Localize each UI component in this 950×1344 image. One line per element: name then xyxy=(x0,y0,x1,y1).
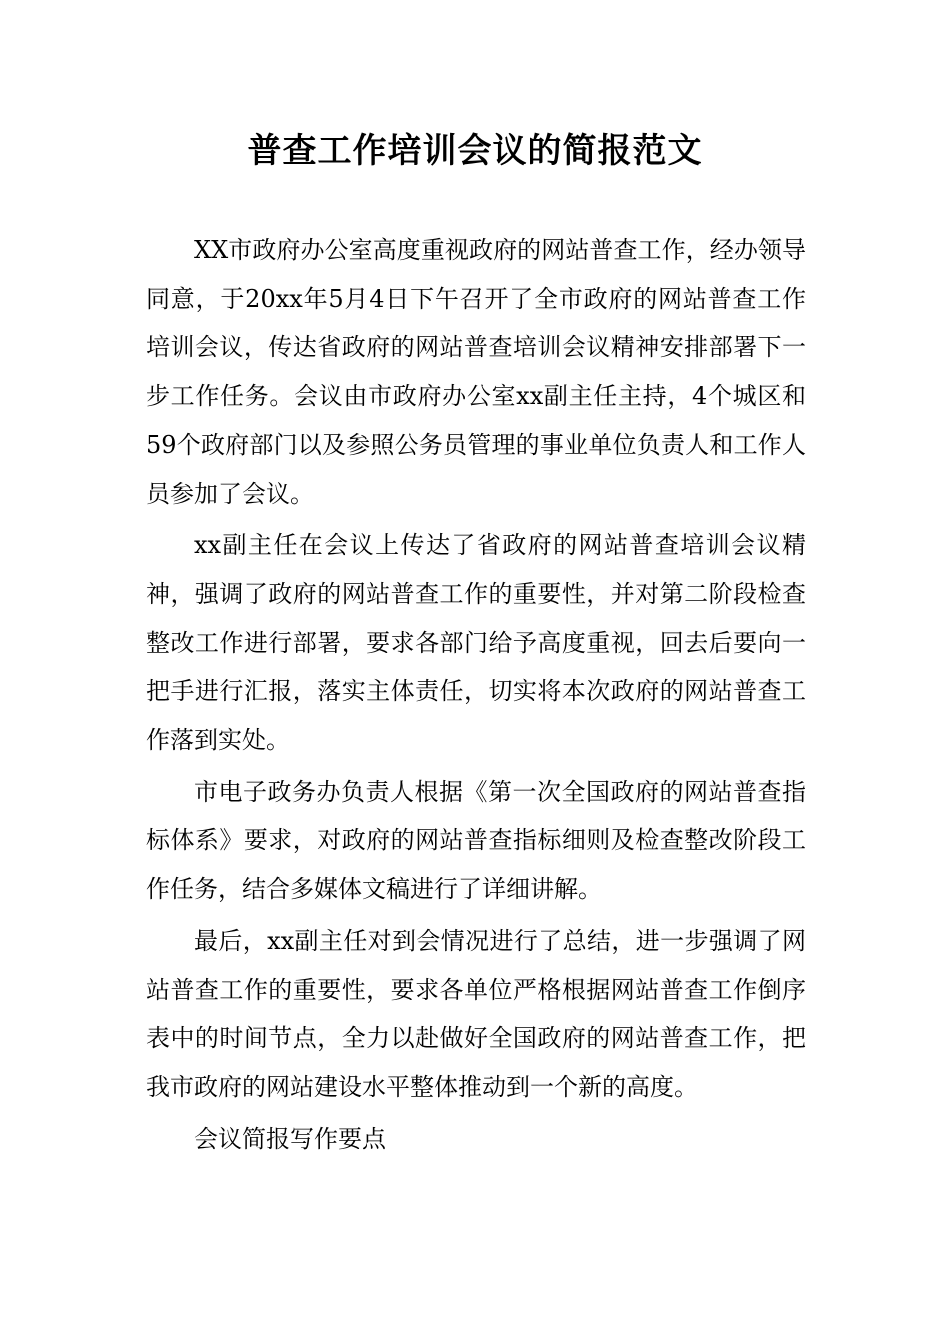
section-heading-writing-points: 会议简报写作要点 xyxy=(194,1124,386,1153)
paragraph-deputy-director-remarks: xx副主任在会议上传达了省政府的网站普查培训会议精神，强调了政府的网站普查工作的重要性，并对第二阶段检查整改工作进行部署，要求各部门给予高度重视，回去后要向一把手进行汇报，落实主体责任，切实将本次政府的网站普查工作落到实处。 xyxy=(146,531,806,755)
document-title: 普查工作培训会议的简报范文 xyxy=(247,131,703,171)
paragraph-meeting-overview: XX市政府办公室高度重视政府的网站普查工作，经办领导同意，于20xx年5月4日下午召开了全市政府的网站普查工作培训会议，传达省政府的网站普查培训会议精神安排部署下一步工作任务。会议由市政府办公室xx副主任主持，4个城区和59个政府部门以及参照公务员管理的事业单位负责人和工作人员参加了会议。 xyxy=(146,236,806,508)
paragraph-e-government-briefing: 市电子政务办负责人根据《第一次全国政府的网站普查指标体系》要求，对政府的网站普查指标细则及检查整改阶段工作任务，结合多媒体文稿进行了详细讲解。 xyxy=(146,777,806,904)
paragraph-summary: 最后，xx副主任对到会情况进行了总结，进一步强调了网站普查工作的重要性，要求各单位严格根据网站普查工作倒序表中的时间节点，全力以赴做好全国政府的网站普查工作，把我市政府的网站建设水平整体推动到一个新的高度。 xyxy=(146,926,806,1101)
document-body xyxy=(146,226,806,1163)
